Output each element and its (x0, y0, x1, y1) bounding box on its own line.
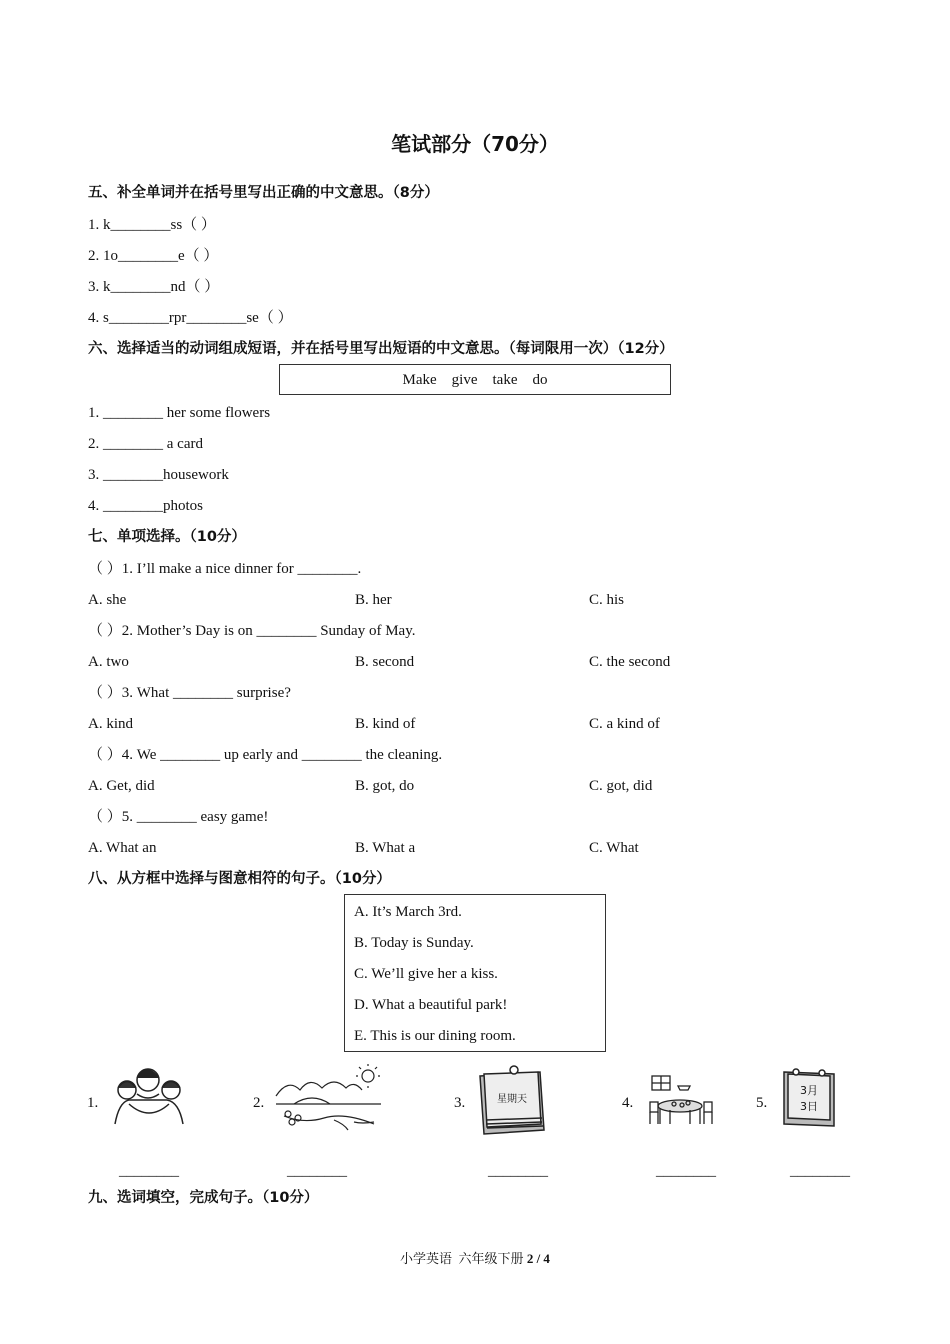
mcq-question: （ ）1. I’ll make a nice dinner for ________. (88, 561, 362, 577)
mcq-option-a: A. What an (88, 840, 157, 856)
page-title: 笔试部分（70分） (391, 132, 559, 156)
page-number: 2 / 4 (526, 1251, 550, 1266)
answer-blank: ________ (790, 1163, 850, 1179)
answer-blank: ________ (488, 1163, 548, 1179)
mcq-option-b: B. What a (355, 840, 416, 856)
mcq-option-c: C. his (589, 592, 625, 608)
verb-word-box: Make give take do (279, 364, 671, 395)
answer-blank: ________ (287, 1163, 347, 1179)
sentence-option: B. Today is Sunday. (354, 935, 474, 951)
mcq-option-b: B. got, do (355, 778, 415, 794)
sentence-option: D. What a beautiful park! (354, 997, 508, 1013)
section-5-item: 3. k________nd（ ） (88, 279, 220, 295)
mcq-option-a: A. she (88, 592, 127, 608)
mcq-option-a: A. Get, did (88, 778, 155, 794)
sentence-option: E. This is our dining room. (354, 1028, 516, 1044)
section-7-heading: 七、单项选择。（10分） (88, 529, 246, 545)
mcq-question: （ ）5. ________ easy game! (88, 809, 269, 825)
calendar-sunday-text: 星期天 (497, 1094, 527, 1105)
picture-number: 1. (87, 1095, 99, 1111)
footer-text: 小学英语 六年级下册 (400, 1251, 524, 1266)
calendar-month-text: 3月 (800, 1084, 818, 1097)
family-hug-illustration (107, 1064, 189, 1132)
picture-number: 4. (622, 1095, 634, 1111)
mcq-option-c: C. What (589, 840, 639, 856)
calendar-day-text: 3日 (800, 1100, 818, 1113)
park-illustration (274, 1064, 384, 1132)
mcq-question: （ ）2. Mother’s Day is on ________ Sunday of May. (88, 623, 416, 639)
section-5-item: 1. k________ss（ ） (88, 217, 216, 233)
mcq-option-b: B. kind of (355, 716, 416, 732)
section-6-item: 3. ________housework (88, 467, 229, 483)
mcq-option-a: A. two (88, 654, 129, 670)
mcq-option-b: B. second (355, 654, 415, 670)
section-5-heading: 五、补全单词并在括号里写出正确的中文意思。（8分） (88, 185, 439, 201)
mcq-question: （ ）3. What ________ surprise? (88, 685, 291, 701)
section-6-item: 1. ________ her some flowers (88, 405, 271, 421)
answer-blank: ________ (119, 1163, 179, 1179)
mcq-option-c: C. got, did (589, 778, 653, 794)
mcq-option-c: C. a kind of (589, 716, 660, 732)
calendar-march-illustration (778, 1066, 842, 1130)
picture-number: 5. (756, 1095, 768, 1111)
section-5-item: 4. s________rpr________se（ ） (88, 310, 293, 326)
mcq-question: （ ）4. We ________ up early and ________ the cleaning. (88, 747, 443, 763)
page-footer (0, 1248, 950, 1267)
section-6-item: 2. ________ a card (88, 436, 203, 452)
mcq-option-b: B. her (355, 592, 392, 608)
answer-blank: ________ (656, 1163, 716, 1179)
dining-room-illustration (646, 1072, 716, 1128)
section-6-item: 4. ________photos (88, 498, 204, 514)
section-6-heading: 六、选择适当的动词组成短语，并在括号里写出短语的中文意思。（每词限用一次）（12分） (88, 341, 674, 357)
picture-number: 3. (454, 1095, 466, 1111)
sentence-option: C. We’ll give her a kiss. (354, 966, 498, 982)
section-5-item: 2. 1o________e（ ） (88, 248, 219, 264)
mcq-option-c: C. the second (589, 654, 671, 670)
mcq-option-a: A. kind (88, 716, 133, 732)
sentence-option-box (344, 894, 606, 1052)
section-9-heading: 九、选词填空，完成句子。（10分） (88, 1190, 319, 1206)
section-8-heading: 八、从方框中选择与图意相符的句子。（10分） (88, 871, 391, 887)
sentence-option: A. It’s March 3rd. (354, 904, 462, 920)
calendar-sunday-illustration (474, 1064, 550, 1136)
picture-number: 2. (253, 1095, 265, 1111)
